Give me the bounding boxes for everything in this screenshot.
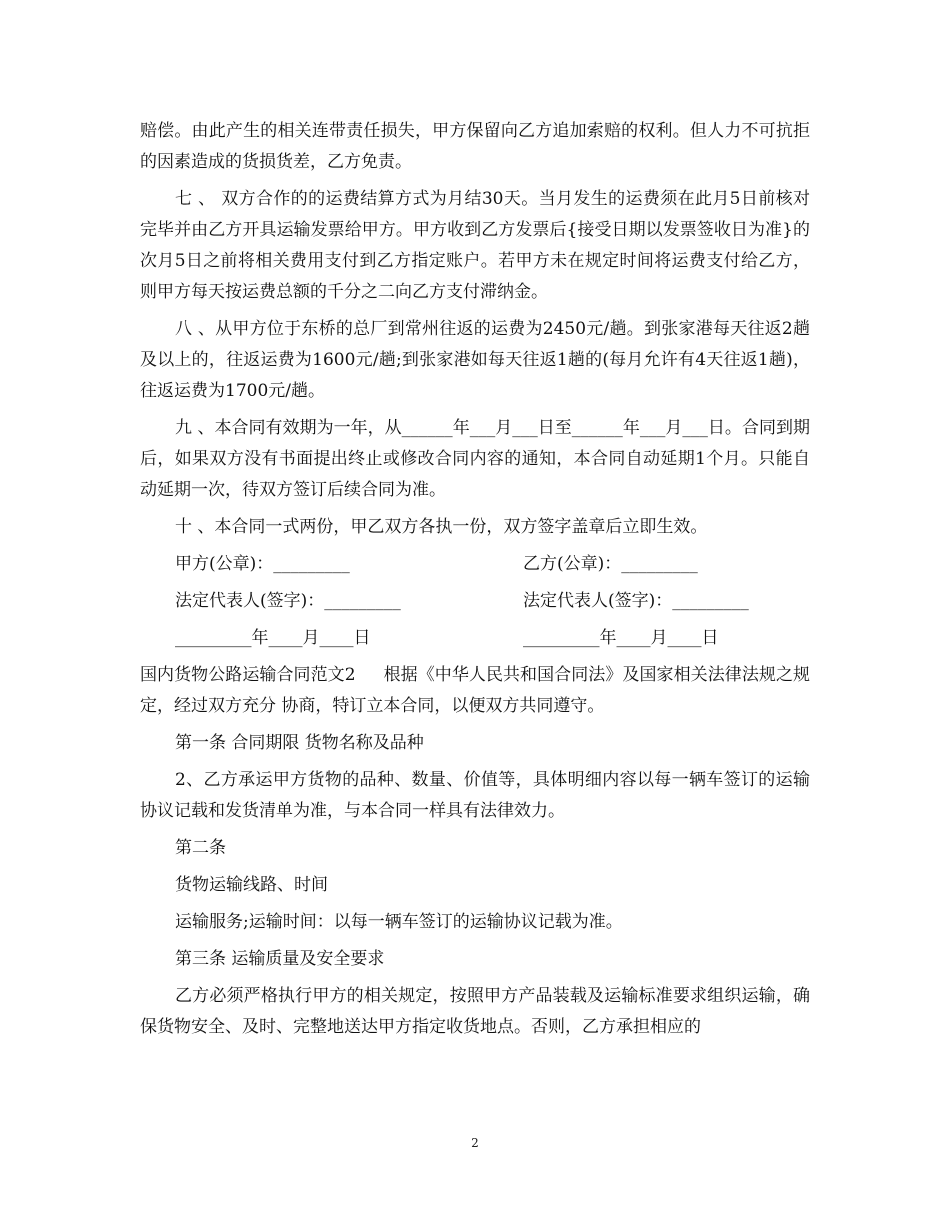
signature-row-seal xyxy=(140,549,810,580)
paragraph-article-10-copies: 十 、本合同一式两份，甲乙双方各执一份，双方签字盖章后立即生效。 xyxy=(175,517,708,537)
second-contract-intro-paragraph xyxy=(140,660,810,722)
paragraph-article-3-heading: 第三条 运输质量及安全要求 xyxy=(175,949,385,969)
document-body xyxy=(140,116,810,1049)
party-b-seal-line: 乙方(公章)：_________ xyxy=(523,554,698,574)
paragraph-transport-service: 运输服务;运输时间：以每一辆车签订的运输协议记载为准。 xyxy=(175,912,623,932)
party-a-date-line: _________年____月____日 xyxy=(175,628,371,648)
page-number: 2 xyxy=(471,1136,479,1150)
paragraph-article-9-validity: 九 、本合同有效期为一年，从______年___月___日至______年___月___日。合同到期后，如果双方没有书面提出终止或修改合同内容的通知，本合同自动延期1个月。只能自动延期一次，待双方签订后续合同为准。 xyxy=(140,418,810,500)
paragraph-article-8-freight-rates: 八 、从甲方位于东桥的总厂到常州往返的运费为2450元/趟。到张家港每天往返2趟及以上的，往返运费为1600元/趟;到张家港如每天往返1趟的(每月允许有4天往返1趟)，往返运费为1700元/趟。 xyxy=(140,319,810,401)
second-contract-intro: 根据《中华人民共和国合同法》及国家相关法律法规之规定，经过双方充分 协商，特订立本合同，以便双方共同遵守。 xyxy=(140,665,810,716)
paragraph-cargo-details: 2、乙方承运甲方货物的品种、数量、价值等，具体明细内容以每一辆车签订的运输协议记载和发货清单为准，与本合同一样具有法律效力。 xyxy=(140,770,810,821)
paragraph-article-7-freight-settlement: 七 、 双方合作的的运费结算方式为月结30天。当月发生的运费须在此月5日前核对完毕并由乙方开具运输发票给甲方。甲方收到乙方发票后{接受日期以发票签收日为准}的次月5日之前将相关费用支付到乙方指定账户。若甲方未在规定时间将运费支付给乙方，则甲方每天按运费总额的千分之二向乙方支付滞纳金。 xyxy=(140,189,810,302)
party-a-representative-line: 法定代表人(签字)：_________ xyxy=(175,591,401,611)
paragraph-article-1-heading: 第一条 合同期限 货物名称及品种 xyxy=(175,733,424,753)
paragraph-compensation-continued: 赔偿。由此产生的相关连带责任损失，甲方保留向乙方追加索赔的权利。但人力不可抗拒的因素造成的货损货差，乙方免责。 xyxy=(140,121,810,172)
party-a-seal-line: 甲方(公章)：_________ xyxy=(175,554,350,574)
party-b-representative-line: 法定代表人(签字)：_________ xyxy=(523,591,749,611)
paragraph-article-2-heading: 第二条 xyxy=(175,838,226,858)
paragraph-route-time: 货物运输线路、时间 xyxy=(175,875,328,895)
paragraph-quality-safety: 乙方必须严格执行甲方的相关规定，按照甲方产品装载及运输标准要求组织运输，确保货物安全、及时、完整地送达甲方指定收货地点。否则，乙方承担相应的 xyxy=(140,986,810,1037)
signature-row-date xyxy=(140,623,810,654)
party-b-date-line: _________年____月____日 xyxy=(523,628,719,648)
second-contract-heading: 国内货物公路运输合同范文2 xyxy=(140,665,356,685)
signature-row-representative xyxy=(140,586,810,617)
